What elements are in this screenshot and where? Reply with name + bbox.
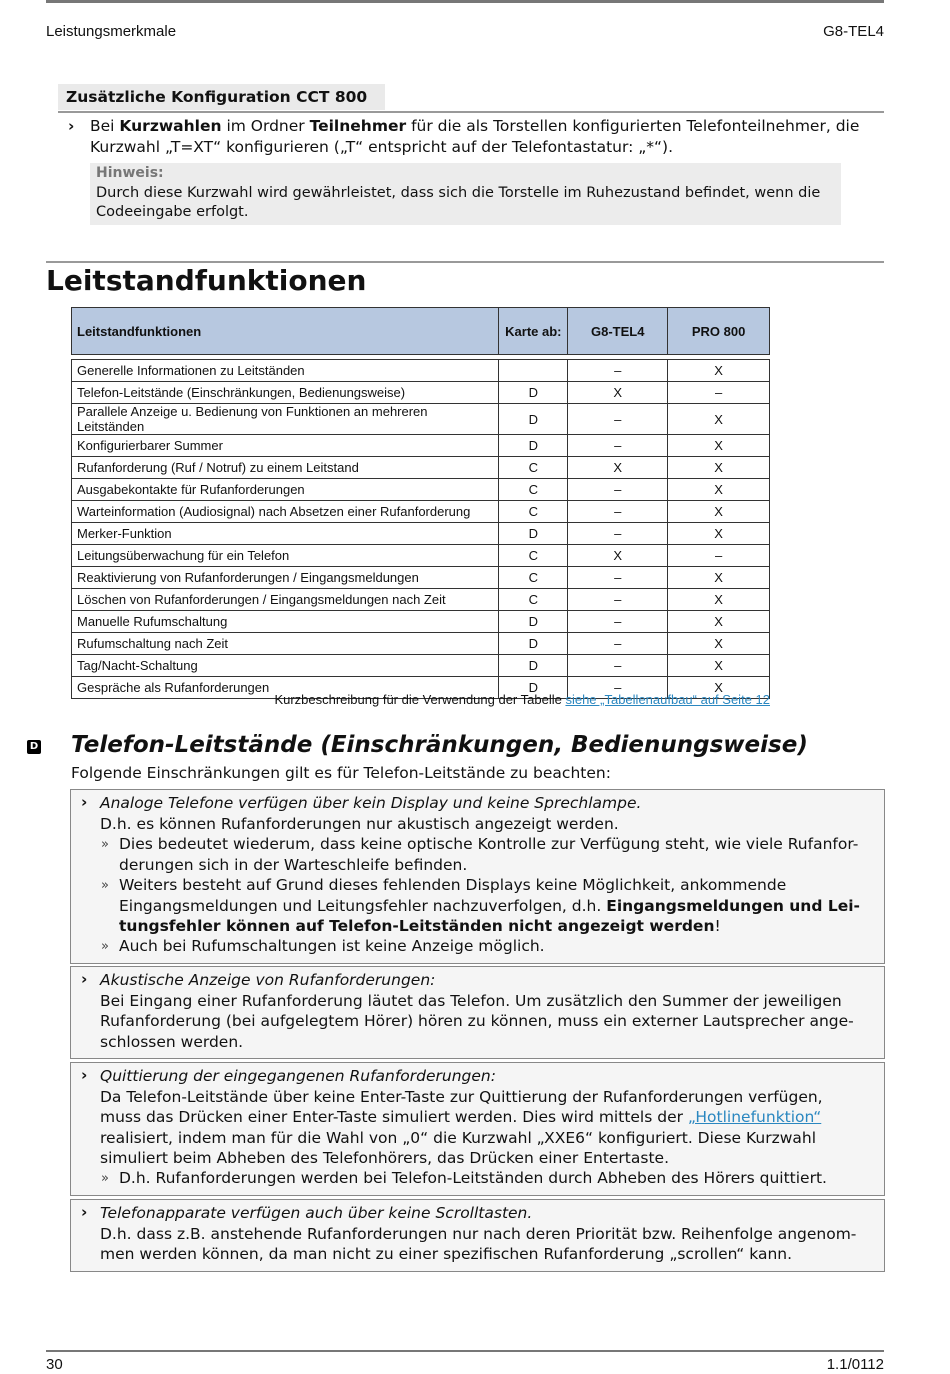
table-row <box>72 501 770 523</box>
table-cell: Telefon-Leitstände (Einschränkungen, Bedienungsweise) <box>72 382 499 404</box>
caption-link[interactable]: siehe „Tabellenaufbau“ auf Seite 12 <box>565 692 770 707</box>
table-cell: Löschen von Rufanforderungen / Eingangsmeldungen nach Zeit <box>72 589 499 611</box>
bullet-arrow-icon: › <box>81 970 88 988</box>
footer-divider <box>46 1350 884 1352</box>
sub-arrow-icon: » <box>101 837 109 852</box>
step-bold-kurzwahlen: Kurzwahlen <box>119 117 222 135</box>
box-text <box>119 897 860 915</box>
note-box <box>90 163 841 225</box>
sub-arrow-icon: » <box>101 878 109 893</box>
table-cell: – <box>568 360 668 382</box>
subsection-title: Telefon-Leitstände (Einschränkungen, Bedienungsweise) <box>71 732 808 758</box>
table-cell: – <box>568 501 668 523</box>
config-step-text <box>90 116 890 158</box>
box-text: realisiert, indem man für die Wahl von „0“ die Kurzwahl „XXE6“ konfiguriert. Diese Kurzwahl <box>100 1129 817 1147</box>
table-cell: Manuelle Rufumschaltung <box>72 611 499 633</box>
box-text-bold: Eingangsmeldungen und Lei- <box>606 897 860 915</box>
table-cell: Merker-Funktion <box>72 523 499 545</box>
table-cell: – <box>568 479 668 501</box>
table-cell: Konfigurierbarer Summer <box>72 435 499 457</box>
table-row <box>72 545 770 567</box>
box-text <box>119 917 721 935</box>
table-row <box>72 382 770 404</box>
table-cell: D <box>499 404 568 435</box>
table-cell: Rufanforderung (Ruf / Notruf) zu einem Leitstand <box>72 457 499 479</box>
table-header-card: Karte ab: <box>499 308 568 355</box>
header-product: G8-TEL4 <box>823 23 884 40</box>
card-d-badge: D <box>27 740 41 754</box>
box-heading: Akustische Anzeige von Rufanforderungen: <box>100 971 436 989</box>
table-row <box>72 435 770 457</box>
table-cell: X <box>668 633 770 655</box>
table-cell: X <box>668 611 770 633</box>
table-cell: – <box>568 611 668 633</box>
table-cell: X <box>668 589 770 611</box>
sub-arrow-icon: » <box>101 1171 109 1186</box>
table-cell: C <box>499 457 568 479</box>
table-cell: D <box>499 435 568 457</box>
box-text: D.h. Rufanforderungen werden bei Telefon-Leitständen durch Abheben des Hörers quittiert. <box>119 1169 827 1187</box>
table-cell: X <box>668 501 770 523</box>
step-bold-teilnehmer: Teilnehmer <box>309 117 407 135</box>
box-heading: Analoge Telefone verfügen über kein Display und keine Sprechlampe. <box>100 794 642 812</box>
box-text-bold: tungsfehler können auf Telefon-Leitständen nicht angezeigt werden <box>119 917 715 935</box>
table-header-row <box>72 308 770 355</box>
box-text: Weiters besteht auf Grund dieses fehlenden Displays keine Möglichkeit, ankommende <box>119 876 787 894</box>
table-cell: – <box>568 404 668 435</box>
table-cell: Generelle Informationen zu Leitständen <box>72 360 499 382</box>
table-cell: X <box>668 677 770 699</box>
note-title: Hinweis: <box>96 165 164 181</box>
note-line: Codeeingabe erfolgt. <box>96 204 249 220</box>
table-header-pro800: PRO 800 <box>668 308 770 355</box>
table-cell: D <box>499 382 568 404</box>
note-body <box>96 184 836 222</box>
table-cell: X <box>668 655 770 677</box>
table-header-function: Leitstandfunktionen <box>72 308 499 355</box>
table-cell: Warteinformation (Audiosignal) nach Absetzen einer Rufanforderung <box>72 501 499 523</box>
table-cell: D <box>499 633 568 655</box>
table-cell: X <box>668 360 770 382</box>
hotline-link[interactable]: „Hotlinefunktion“ <box>687 1108 822 1126</box>
table-cell: Tag/Nacht-Schaltung <box>72 655 499 677</box>
section-title: Leitstandfunktionen <box>46 264 367 297</box>
step-arrow-icon: › <box>68 117 75 135</box>
box-text: derungen sich in der Warteschleife befinden. <box>119 856 468 874</box>
table-caption <box>71 692 770 707</box>
table-row <box>72 404 770 435</box>
step-text: für die als Torstellen konfigurierten Telefonteilnehmer, die <box>406 117 860 135</box>
table-row <box>72 611 770 633</box>
box-text: D.h. es können Rufanforderungen nur akustisch angezeigt werden. <box>100 815 619 833</box>
bullet-arrow-icon: › <box>81 793 88 811</box>
table-cell: – <box>568 655 668 677</box>
table-cell: – <box>568 589 668 611</box>
table-cell: X <box>568 457 668 479</box>
bullet-arrow-icon: › <box>81 1066 88 1084</box>
table-header-g8: G8-TEL4 <box>568 308 668 355</box>
table-cell: C <box>499 479 568 501</box>
bullet-arrow-icon: › <box>81 1203 88 1221</box>
table-cell: D <box>499 677 568 699</box>
step-text: Kurzwahl „T=XT“ konfigurieren („T“ entspricht auf der Telefontastatur: „*“). <box>90 138 674 156</box>
table-cell: – <box>568 523 668 545</box>
table-row <box>72 457 770 479</box>
table-cell: Gespräche als Rufanforderungen <box>72 677 499 699</box>
box-text: D.h. dass z.B. anstehende Rufanforderungen nur nach deren Priorität bzw. Reihenfolge angenom- <box>100 1225 857 1243</box>
table-cell: – <box>568 677 668 699</box>
table-cell: Parallele Anzeige u. Bedienung von Funktionen an mehreren Leitständen <box>72 404 499 435</box>
note-line: Durch diese Kurzwahl wird gewährleistet, dass sich die Torstelle im Ruhezustand befindet, wenn die <box>96 185 821 201</box>
table-cell: X <box>668 404 770 435</box>
box-text <box>100 1108 821 1126</box>
restriction-box-display <box>70 789 885 964</box>
table-cell: X <box>568 382 668 404</box>
table-cell: X <box>668 523 770 545</box>
box-text: simuliert beim Abheben des Telefonhörers, das Drücken einer Entertaste. <box>100 1149 669 1167</box>
config-title: Zusätzliche Konfiguration CCT 800 <box>66 88 368 106</box>
table-cell: D <box>499 611 568 633</box>
box-text: Dies bedeutet wiederum, dass keine optische Kontrolle zur Verfügung steht, wie viele Rufanfor- <box>119 835 859 853</box>
table-row <box>72 655 770 677</box>
sub-arrow-icon: » <box>101 939 109 954</box>
box-text: Bei Eingang einer Rufanforderung läutet das Telefon. Um zusätzlich den Summer der jeweiligen <box>100 992 842 1010</box>
restriction-box-acoustic <box>70 966 885 1059</box>
table-cell: X <box>668 567 770 589</box>
page-number: 30 <box>46 1356 63 1373</box>
subsection-intro: Folgende Einschränkungen gilt es für Telefon-Leitstände zu beachten: <box>71 764 611 782</box>
table-row <box>72 589 770 611</box>
table-row <box>72 523 770 545</box>
table-cell: C <box>499 589 568 611</box>
step-text: im Ordner <box>221 117 310 135</box>
table-cell: D <box>499 523 568 545</box>
restriction-box-acknowledge <box>70 1062 885 1196</box>
section-divider <box>46 261 884 263</box>
table-cell: D <box>499 655 568 677</box>
box-text-part: Eingangsmeldungen und Leitungsfehler nachzuverfolgen, d.h. <box>119 897 607 915</box>
table-cell: Ausgabekontakte für Rufanforderungen <box>72 479 499 501</box>
config-divider <box>58 111 884 113</box>
table-cell: – <box>568 435 668 457</box>
table-cell: X <box>568 545 668 567</box>
table-cell: C <box>499 567 568 589</box>
table-cell: Leitungsüberwachung für ein Telefon <box>72 545 499 567</box>
box-text: Da Telefon-Leitstände über keine Enter-Taste zur Quittierung der Rufanforderungen verfügen, <box>100 1088 823 1106</box>
restriction-box-scroll <box>70 1199 885 1272</box>
box-text-part: muss das Drücken einer Enter-Taste simuliert werden. Dies wird mittels der <box>100 1108 688 1126</box>
box-heading: Telefonapparate verfügen auch über keine Scrolltasten. <box>100 1204 533 1222</box>
table-cell: C <box>499 545 568 567</box>
table-cell: X <box>668 435 770 457</box>
table-cell: X <box>668 479 770 501</box>
table-row <box>72 633 770 655</box>
table-cell <box>499 360 568 382</box>
header-chapter: Leistungsmerkmale <box>46 23 177 40</box>
box-text: schlossen werden. <box>100 1033 244 1051</box>
table-cell: Rufumschaltung nach Zeit <box>72 633 499 655</box>
table-cell: C <box>499 501 568 523</box>
document-version: 1.1/0112 <box>826 1356 884 1373</box>
table-row <box>72 360 770 382</box>
step-text: Bei <box>90 117 120 135</box>
table-cell: Reaktivierung von Rufanforderungen / Eingangsmeldungen <box>72 567 499 589</box>
box-heading: Quittierung der eingegangenen Rufanforderungen: <box>100 1067 496 1085</box>
table-cell: X <box>668 457 770 479</box>
table-cell: – <box>668 382 770 404</box>
box-text-part: ! <box>714 917 721 935</box>
table-row <box>72 567 770 589</box>
table-cell: – <box>568 633 668 655</box>
feature-table <box>71 307 770 699</box>
caption-text: Kurzbeschreibung für die Verwendung der Tabelle <box>274 692 566 707</box>
box-text: men werden können, da man nicht zu einer spezifischen Rufanforderung „scrollen“ kann. <box>100 1245 793 1263</box>
table-row <box>72 479 770 501</box>
box-text: Rufanforderung (bei aufgelegtem Hörer) hören zu können, muss ein externer Lautsprecher ange- <box>100 1012 854 1030</box>
table-cell: – <box>668 545 770 567</box>
table-cell: – <box>568 567 668 589</box>
box-text: Auch bei Rufumschaltungen ist keine Anzeige möglich. <box>119 937 545 955</box>
page-header <box>46 0 884 47</box>
